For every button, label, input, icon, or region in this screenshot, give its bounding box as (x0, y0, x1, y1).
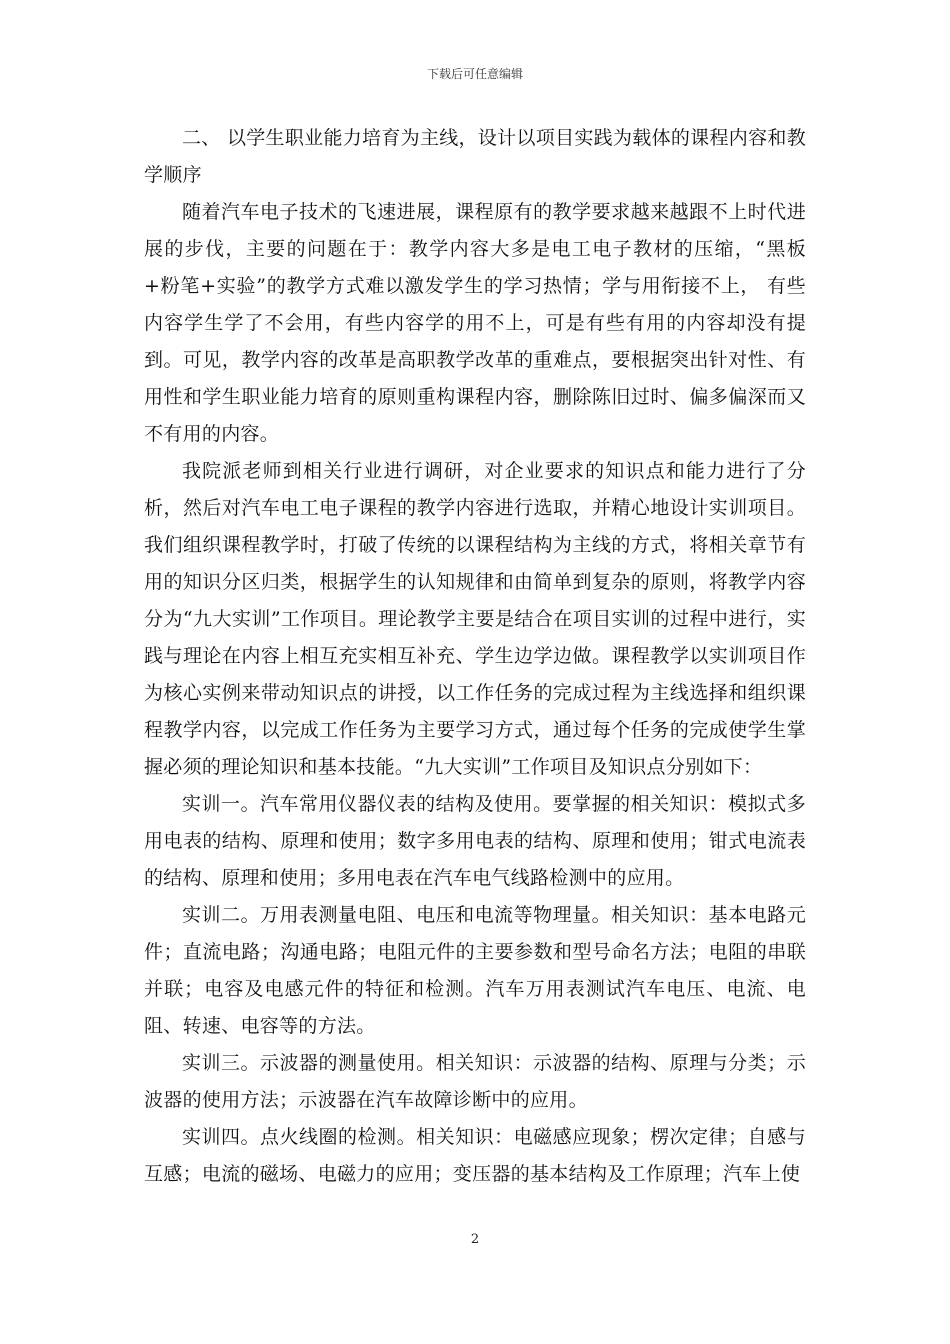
training-item-3: 实训三。示波器的测量使用。相关知识：示波器的结构、原理与分类；示波器的使用方法；示波器在汽车故障诊断中的应用。 (144, 1052, 806, 1111)
body-paragraph: 随着汽车电子技术的飞速进展，课程原有的教学要求越来越跟不上时代进展的步伐，主要的问题在于：教学内容大多是电工电子教材的压缩，“黑板+粉笔+实验”的教学方式难以激发学生的学习热情；学与用衔接不上， 有些内容学生学了不会用，有些内容学的用不上，可是有些有用的内容却没有提到。可见，教学内容的改革是高职教学改革的重难点，要根据突出针对性、有用性和学生职业能力培育的原则重构课程内容，删除陈旧过时、偏多偏深而又不有用的内容。 (144, 201, 806, 445)
page-number: 2 (470, 1232, 480, 1247)
training-item-1: 实训一。汽车常用仪器仪表的结构及使用。要掌握的相关知识：模拟式多用电表的结构、原理和使用；数字多用电表的结构、原理和使用；钳式电流表的结构、原理和使用；多用电表在汽车电气线路检测中的应用。 (144, 793, 806, 889)
document-body (144, 120, 806, 1193)
training-item-2: 实训二。万用表测量电阻、电压和电流等物理量。相关知识：基本电路元件；直流电路；沟通电路；电阻元件的主要参数和型号命名方法；电阻的串联并联；电容及电感元件的特征和检测。汽车万用表测试汽车电压、电流、电阻、转速、电容等的方法。 (144, 904, 806, 1037)
page-header: 下载后可任意编辑 (426, 67, 523, 81)
training-item-4: 实训四。点火线圈的检测。相关知识：电磁感应现象；楞次定律；自感与互感；电流的磁场、电磁力的应用；变压器的基本结构及工作原理；汽车上使 (144, 1126, 806, 1185)
section-heading-paragraph: 二、 以学生职业能力培育为主线，设计以项目实践为载体的课程内容和教学顺序 (144, 127, 806, 186)
body-paragraph: 我院派老师到相关行业进行调研，对企业要求的知识点和能力进行了分析，然后对汽车电工电子课程的教学内容进行选取，并精心地设计实训项目。我们组织课程教学时，打破了传统的以课程结构为主线的方式，将相关章节有用的知识分区归类，根据学生的认知规律和由简单到复杂的原则，将教学内容分为“九大实训”工作项目。理论教学主要是结合在项目实训的过程中进行，实践与理论在内容上相互充实相互补充、学生边学边做。课程教学以实训项目作为核心实例来带动知识点的讲授，以工作任务的完成过程为主线选择和组织课程教学内容，以完成工作任务为主要学习方式，通过每个任务的完成使学生掌握必须的理论知识和基本技能。“九大实训”工作项目及知识点分别如下： (144, 460, 806, 778)
